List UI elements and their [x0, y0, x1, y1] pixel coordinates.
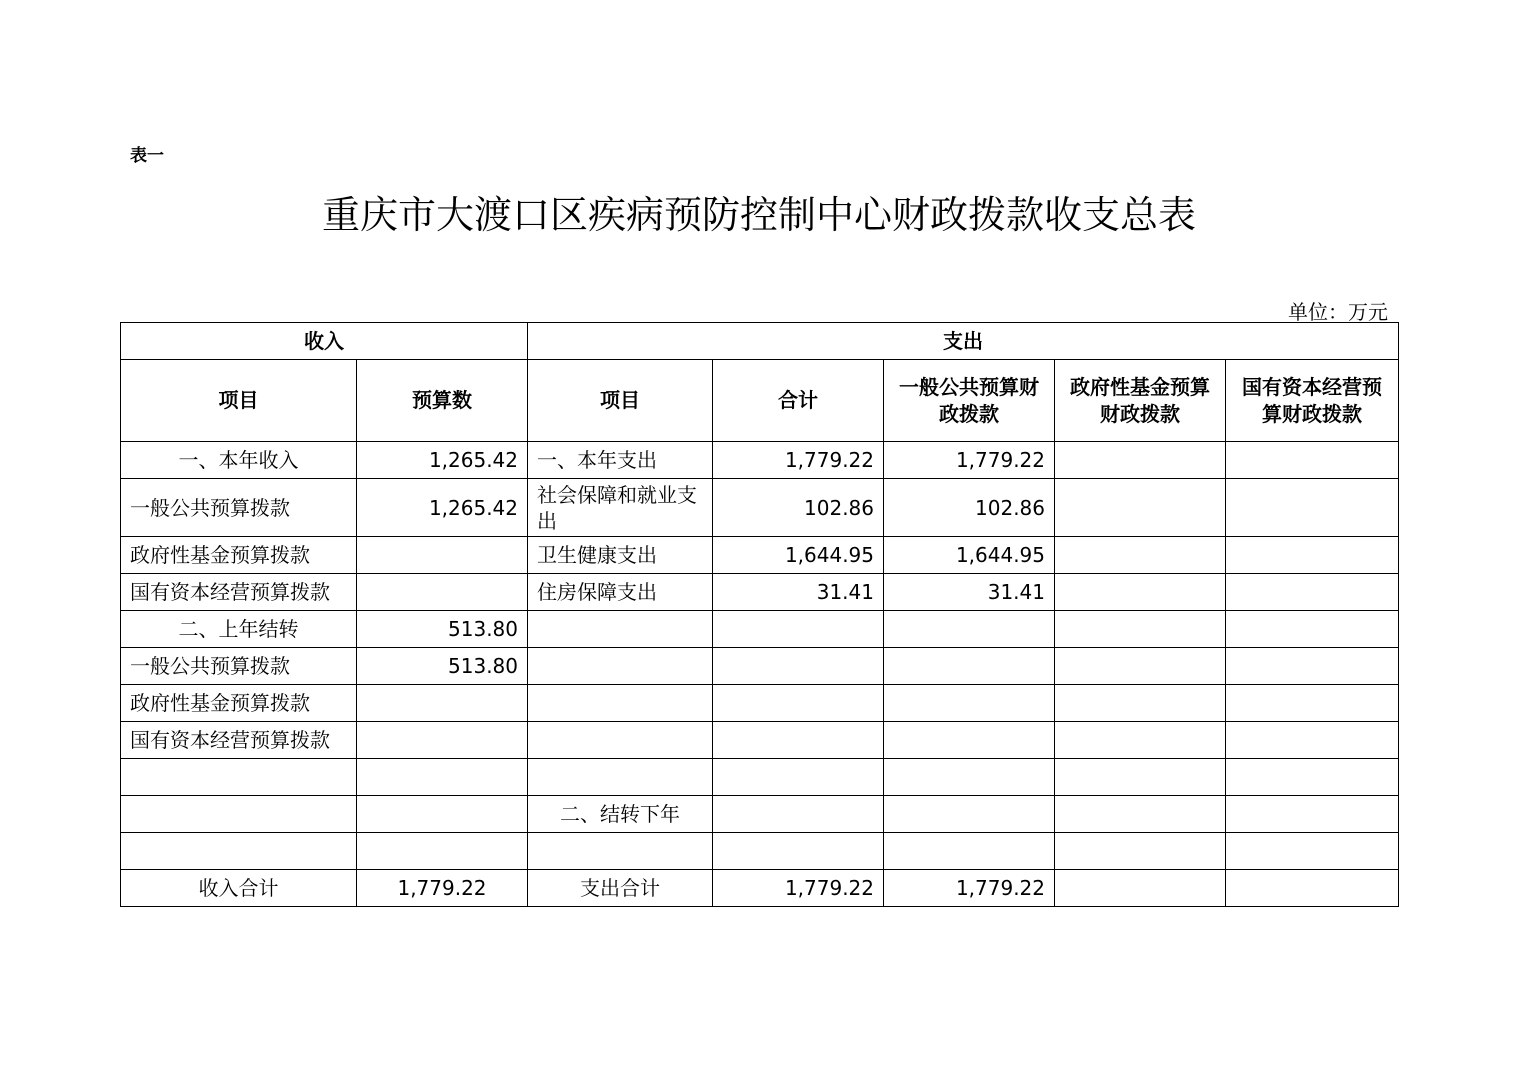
expense-gov-fund-cell — [1055, 537, 1226, 574]
expense-item-cell: 一、本年支出 — [528, 442, 713, 479]
income-item-cell: 一、本年收入 — [121, 442, 357, 479]
expense-item-cell: 二、结转下年 — [528, 796, 713, 833]
expense-gov-fund-cell — [1055, 759, 1226, 796]
expense-gov-fund-cell — [1055, 685, 1226, 722]
expense-total-header: 合计 — [713, 360, 884, 442]
expense-state-capital-header: 国有资本经营预算财政拨款 — [1226, 360, 1399, 442]
expense-state-capital-cell — [1226, 759, 1399, 796]
table-row — [121, 833, 1399, 870]
expense-state-capital-cell — [1226, 796, 1399, 833]
income-item-cell: 收入合计 — [121, 870, 357, 907]
expense-gov-fund-cell — [1055, 574, 1226, 611]
income-budget-cell: 1,265.42 — [357, 479, 528, 537]
expense-total-cell: 31.41 — [713, 574, 884, 611]
expense-gov-fund-cell — [1055, 479, 1226, 537]
expense-item-cell — [528, 611, 713, 648]
income-item-cell: 一般公共预算拨款 — [121, 648, 357, 685]
table-row — [121, 870, 1399, 907]
income-budget-cell — [357, 796, 528, 833]
expense-total-cell — [713, 759, 884, 796]
table-row — [121, 574, 1399, 611]
expense-item-cell — [528, 722, 713, 759]
expense-state-capital-cell — [1226, 870, 1399, 907]
income-budget-cell: 1,265.42 — [357, 442, 528, 479]
expense-item-cell — [528, 685, 713, 722]
expense-total-cell — [713, 611, 884, 648]
expense-gov-fund-cell — [1055, 796, 1226, 833]
income-item-cell: 二、上年结转 — [121, 611, 357, 648]
income-budget-cell: 513.80 — [357, 648, 528, 685]
income-item-cell: 政府性基金预算拨款 — [121, 537, 357, 574]
expense-state-capital-cell — [1226, 685, 1399, 722]
expense-general-cell: 1,779.22 — [884, 870, 1055, 907]
expense-gov-fund-cell — [1055, 870, 1226, 907]
income-item-cell: 一般公共预算拨款 — [121, 479, 357, 537]
expense-state-capital-cell — [1226, 574, 1399, 611]
unit-label: 单位：万元 — [1288, 300, 1388, 324]
expense-item-cell: 支出合计 — [528, 870, 713, 907]
expense-state-capital-cell — [1226, 611, 1399, 648]
table-row — [121, 722, 1399, 759]
expense-gov-fund-cell — [1055, 611, 1226, 648]
expense-gov-fund-cell — [1055, 833, 1226, 870]
expense-general-cell: 1,644.95 — [884, 537, 1055, 574]
expense-state-capital-cell — [1226, 537, 1399, 574]
expense-general-cell — [884, 796, 1055, 833]
expense-state-capital-cell — [1226, 442, 1399, 479]
income-budget-cell — [357, 722, 528, 759]
expense-gov-fund-cell — [1055, 442, 1226, 479]
table-row — [121, 685, 1399, 722]
income-item-cell — [121, 833, 357, 870]
income-budget-cell: 1,779.22 — [357, 870, 528, 907]
expense-general-cell: 1,779.22 — [884, 442, 1055, 479]
expense-total-cell — [713, 833, 884, 870]
expense-item-cell — [528, 833, 713, 870]
table-row — [121, 611, 1399, 648]
expense-state-capital-cell — [1226, 648, 1399, 685]
income-budget-header: 预算数 — [357, 360, 528, 442]
income-item-cell — [121, 759, 357, 796]
income-item-cell: 政府性基金预算拨款 — [121, 685, 357, 722]
page-title: 重庆市大渡口区疾病预防控制中心财政拨款收支总表 — [321, 193, 1196, 237]
expense-header: 支出 — [528, 323, 1399, 360]
expense-general-cell — [884, 648, 1055, 685]
expense-general-cell — [884, 722, 1055, 759]
expense-item-cell — [528, 759, 713, 796]
expense-general-cell — [884, 685, 1055, 722]
expense-total-cell — [713, 685, 884, 722]
income-budget-cell — [357, 759, 528, 796]
table-row — [121, 796, 1399, 833]
income-item-cell: 国有资本经营预算拨款 — [121, 722, 357, 759]
income-budget-cell — [357, 833, 528, 870]
income-item-header: 项目 — [121, 360, 357, 442]
income-header: 收入 — [121, 323, 528, 360]
table-row — [121, 537, 1399, 574]
expense-gov-fund-cell — [1055, 648, 1226, 685]
income-budget-cell — [357, 574, 528, 611]
expense-total-cell: 1,644.95 — [713, 537, 884, 574]
table-row — [121, 479, 1399, 537]
expense-item-header: 项目 — [528, 360, 713, 442]
expense-item-cell: 社会保障和就业支出 — [528, 479, 713, 537]
expense-state-capital-cell — [1226, 833, 1399, 870]
expense-state-capital-cell — [1226, 722, 1399, 759]
expense-general-cell — [884, 759, 1055, 796]
table-row — [121, 759, 1399, 796]
income-budget-cell — [357, 685, 528, 722]
expense-general-header: 一般公共预算财政拨款 — [884, 360, 1055, 442]
expense-total-cell — [713, 796, 884, 833]
expense-general-cell — [884, 833, 1055, 870]
income-item-cell: 国有资本经营预算拨款 — [121, 574, 357, 611]
expense-gov-fund-header: 政府性基金预算财政拨款 — [1055, 360, 1226, 442]
expense-item-cell: 卫生健康支出 — [528, 537, 713, 574]
expense-item-cell: 住房保障支出 — [528, 574, 713, 611]
expense-total-cell — [713, 648, 884, 685]
expense-total-cell: 1,779.22 — [713, 870, 884, 907]
expense-general-cell: 102.86 — [884, 479, 1055, 537]
expense-general-cell: 31.41 — [884, 574, 1055, 611]
expense-gov-fund-cell — [1055, 722, 1226, 759]
table-row — [121, 442, 1399, 479]
table-label: 表一 — [130, 146, 164, 166]
income-budget-cell: 513.80 — [357, 611, 528, 648]
expense-item-cell — [528, 648, 713, 685]
table-row — [121, 648, 1399, 685]
expense-general-cell — [884, 611, 1055, 648]
budget-table — [120, 322, 1399, 907]
expense-total-cell — [713, 722, 884, 759]
expense-total-cell: 1,779.22 — [713, 442, 884, 479]
expense-total-cell: 102.86 — [713, 479, 884, 537]
expense-state-capital-cell — [1226, 479, 1399, 537]
income-budget-cell — [357, 537, 528, 574]
income-item-cell — [121, 796, 357, 833]
